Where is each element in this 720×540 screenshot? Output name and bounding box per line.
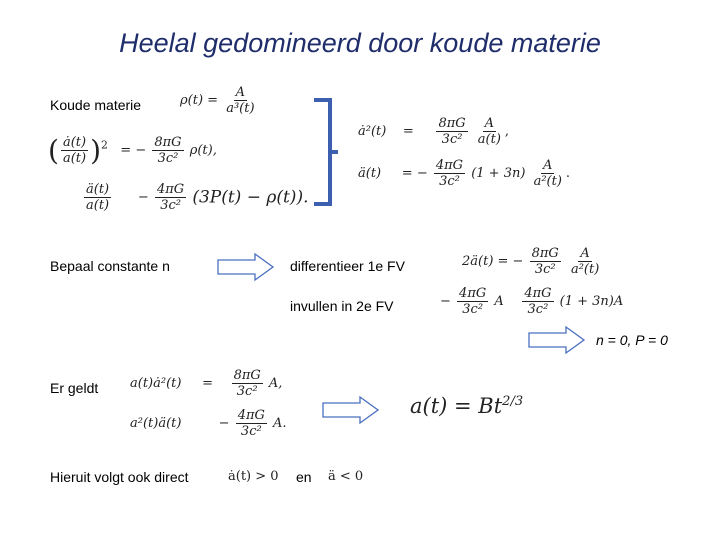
equation-friedmann-2: $\frac{ä(t)}{a(t)}$ − $\frac{4\pi G}{\text{3c²}}$ (3P(t) − ρ(t)). — [86, 182, 309, 213]
label-bepaal: Bepaal constante n — [50, 258, 170, 274]
label-invullen: invullen in 2e FV — [290, 298, 394, 314]
equation-derivative: 2ä(t) = − $\frac{8\pi G}{\text{3c²}}$ $\frac{A}{\text{a²(t)}}$ — [462, 246, 600, 277]
label-differentieer: differentieer 1e FV — [290, 258, 405, 274]
label-koude-materie: Koude materie — [50, 97, 142, 113]
equation-friedmann-1: ( $\frac{ȧ(t)}{a(t)}$ )$^2$ = − $\frac{8\pi G}{\text{3c²}}$ ρ(t), — [48, 134, 217, 167]
page-title: Heelal gedomineerd door koude materie — [119, 28, 601, 58]
equation-substitution: − $\frac{4\pi G}{\text{3c²}}$ A $\frac{4\pi G}{\text{3c²}}$ (1 + 3n)A — [440, 286, 624, 317]
label-n-p-zero: n = 0, P = 0 — [596, 332, 668, 348]
equation-geldt-2: a²(t)ä(t) − $\frac{4\pi G}{\text{3c²}}$ A. — [130, 408, 287, 439]
equation-adot-positive: ȧ(t) > 0 — [228, 469, 279, 484]
equation-geldt-1: a(t)ȧ²(t) = $\frac{8\pi G}{\text{3c²}}$ A, — [130, 368, 283, 399]
equation-scale-factor: $a(t) = Bt^{2/3}$ — [410, 394, 524, 418]
arrow-right-icon — [528, 326, 586, 354]
equation-result-2: ä(t) = − $\frac{4\pi G}{\text{3c²}}$ (1 + 3n) $\frac{A}{\text{a²(t)}}$ . — [358, 158, 571, 189]
label-hieruit: Hieruit volgt ook direct — [50, 469, 189, 485]
equation-result-1: ȧ²(t) = $\frac{8\pi G}{\text{3c²}}$ $\frac{A}{a(t)}$ , — [358, 116, 510, 147]
label-en: en — [296, 469, 312, 485]
equation-addot-negative: ä < 0 — [328, 469, 364, 484]
bracket-connector — [310, 98, 340, 208]
label-er-geldt: Er geldt — [50, 380, 99, 396]
equation-rho: ρ(t) = $\frac{A}{\text{a³(t)}}$ — [180, 85, 255, 116]
arrow-right-icon — [322, 396, 380, 424]
arrow-right-icon — [217, 253, 275, 281]
